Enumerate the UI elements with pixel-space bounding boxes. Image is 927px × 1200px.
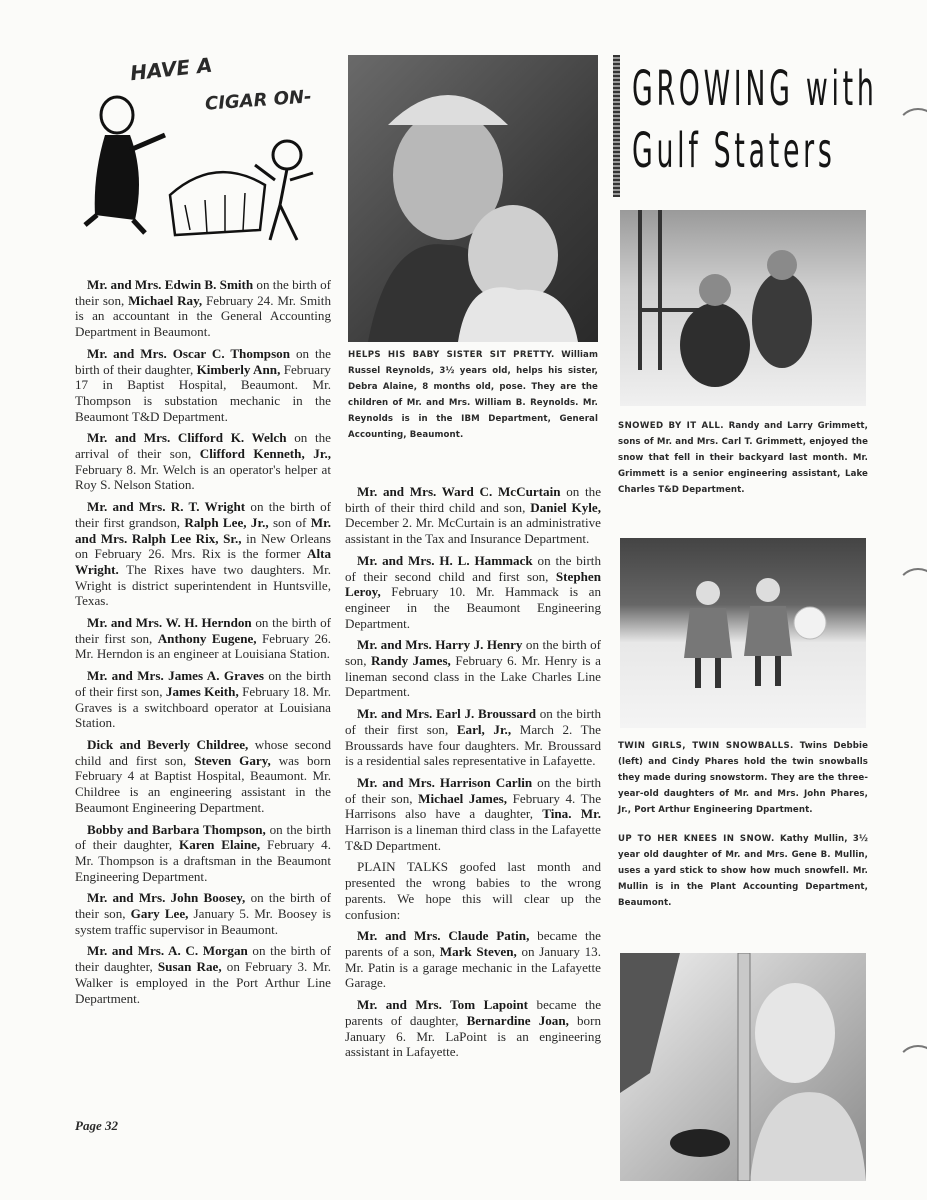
cartoon-illustration bbox=[75, 52, 331, 255]
cartoon-caption-line1: HAVE A bbox=[128, 52, 214, 86]
announcement-text: on the birth of their daughter, bbox=[75, 943, 332, 975]
announcement-paragraph bbox=[345, 859, 601, 922]
announcement-name: Mr. and Mrs. A. C. Morgan bbox=[87, 943, 248, 959]
announcement-name: Bernardine Joan, bbox=[466, 1012, 569, 1028]
birth-announcements-column-2 bbox=[345, 484, 601, 1066]
announcement-text: in New Orleans on February 26. Mrs. Rix is the former bbox=[75, 530, 331, 562]
announcement-name: Michael Ray, bbox=[128, 292, 203, 308]
announcement-name: Mark Steven, bbox=[439, 943, 517, 959]
announcement-name: Mr. and Mrs. Edwin B. Smith bbox=[87, 277, 254, 292]
photo-image bbox=[620, 538, 866, 728]
binder-hole bbox=[896, 568, 927, 612]
announcement-text: February 17 in Baptist Hospital, Beaumont. Mr. Thompson is substation mechanic in the Beaumont T&D Department. bbox=[75, 361, 331, 424]
announcement-paragraph bbox=[75, 430, 331, 493]
photo-phares-twins bbox=[620, 538, 866, 728]
caption-lead: UP TO HER KNEES IN SNOW. bbox=[618, 834, 775, 844]
caption-phares bbox=[618, 738, 868, 818]
announcement-name: Gary Lee, bbox=[130, 906, 189, 922]
announcement-text: on February 3. Mr. Walker is employed in the Port Arthur Line Department. bbox=[75, 959, 331, 1006]
announcement-name: Stephen Leroy, bbox=[345, 568, 601, 600]
announcement-name: Mr. and Mrs. Ward C. McCurtain bbox=[357, 484, 561, 499]
announcement-text: became the parents of a son, bbox=[345, 928, 601, 959]
announcement-paragraph bbox=[345, 637, 601, 700]
announcement-name: Mr. and Mrs. John Boosey, bbox=[87, 890, 246, 906]
announcement-text: February 26. Mr. Herndon is an engineer at Louisiana Station. bbox=[75, 630, 331, 662]
announcement-name: Mr. and Mrs. Claude Patin, bbox=[357, 928, 530, 944]
announcement-paragraph bbox=[75, 499, 331, 609]
announcement-name: Kimberly Ann, bbox=[196, 361, 281, 377]
announcement-name: Bobby and Barbara Thompson, bbox=[87, 821, 266, 837]
announcement-paragraph bbox=[75, 668, 331, 731]
announcement-text: February 8. Mr. Welch is an operator's helper at Roy S. Nelson Station. bbox=[75, 461, 331, 493]
announcement-paragraph bbox=[75, 737, 331, 816]
announcement-text: on the birth of their son, bbox=[345, 774, 602, 806]
announcement-name: Mr. and Mrs. Clifford K. Welch bbox=[87, 430, 287, 446]
announcement-text: February 4. Mr. Thompson is a draftsman in the Beaumont Engineering Department. bbox=[75, 837, 331, 884]
announcement-text: on the birth of their third child and son, bbox=[345, 484, 602, 515]
announcement-name: Ralph Lee, Jr., bbox=[184, 514, 269, 530]
caption-lead: SNOWED BY IT ALL. bbox=[618, 421, 724, 431]
announcement-text: born January 6. Mr. LaPoint is an engineering assistant in Lafayette. bbox=[345, 1012, 601, 1060]
announcement-text: on the birth of son, bbox=[345, 637, 601, 669]
announcement-text: PLAIN TALKS goofed last month and presented the wrong babies to the wrong parents. We hope this will clear up the confusion: bbox=[345, 859, 601, 922]
announcement-text: January 5. Mr. Boosey is system traffic supervisor in Beaumont. bbox=[75, 906, 331, 937]
announcement-text: December 2. Mr. McCurtain is an administrative assistant in the Tax and Insurance Department. bbox=[345, 515, 601, 547]
announcement-paragraph bbox=[75, 890, 331, 937]
announcement-name: Randy James, bbox=[371, 653, 451, 669]
announcement-text: February 18. Mr. Graves is a switchboard operator at Louisiana Station. bbox=[75, 683, 331, 731]
announcement-text: son of bbox=[268, 514, 311, 530]
photo-grimmett-boys bbox=[620, 210, 866, 406]
announcement-name: Mr. and Mrs. Tom Lapoint bbox=[357, 997, 529, 1013]
announcement-paragraph bbox=[345, 706, 601, 769]
announcement-name: Mr. and Mrs. Ralph Lee Rix, Sr., bbox=[75, 514, 331, 546]
cartoon-caption-line2: CIGAR ON- bbox=[204, 86, 313, 115]
announcement-paragraph bbox=[75, 615, 331, 662]
caption-lead: TWIN GIRLS, TWIN SNOWBALLS. bbox=[618, 741, 794, 751]
announcement-text: The Rixes have two daughters. Mr. Wright is district superintendent in Huntsville, Texas. bbox=[75, 561, 331, 609]
announcement-text: March 2. The Broussards have four daughters. Mr. Broussard is a residential sales representative in Lafayette. bbox=[345, 721, 601, 769]
announcement-name: Daniel Kyle, bbox=[530, 499, 601, 515]
announcement-name: Mr. and Mrs. Oscar C. Thompson bbox=[87, 345, 291, 361]
announcement-name: Clifford Kenneth, Jr., bbox=[199, 446, 331, 462]
announcement-paragraph bbox=[345, 775, 601, 854]
announcement-name: Susan Rae, bbox=[157, 959, 222, 975]
announcement-text: on the birth of their first grandson, bbox=[75, 499, 332, 530]
announcement-text: on the birth of their first son, bbox=[345, 706, 601, 737]
announcement-name: Earl, Jr., bbox=[456, 721, 512, 737]
announcement-text: on the birth of their second child and first son, bbox=[345, 552, 601, 584]
announcement-text: February 10. Mr. Hammack is an engineer in the Beaumont Engineering Department. bbox=[345, 584, 601, 631]
announcement-name: Michael James, bbox=[418, 790, 508, 806]
announcement-name: Tina. Mr. bbox=[542, 806, 601, 822]
caption-body: Randy and Larry Grimmett, sons of Mr. and Mrs. Carl T. Grimmett, enjoyed the snow that fell in their backyard last month. Mr. Grimmett is a senior engineering assistant, Lake Charles T&D Department. bbox=[618, 421, 869, 495]
announcement-paragraph bbox=[75, 822, 331, 885]
binder-hole bbox=[896, 1045, 927, 1089]
announcement-name: Alta Wright. bbox=[75, 546, 331, 577]
announcement-text: Harrison is a lineman third class in the Lafayette T&D Department. bbox=[345, 822, 601, 853]
announcement-name: Mr. and Mrs. H. L. Hammack bbox=[357, 552, 533, 568]
binder-hole bbox=[896, 108, 927, 152]
announcement-paragraph bbox=[75, 346, 331, 425]
announcement-paragraph bbox=[345, 997, 601, 1060]
announcement-text: on the birth of their son, bbox=[75, 277, 331, 308]
announcement-name: Dick and Beverly Childree, bbox=[87, 736, 249, 752]
announcement-name: James Keith, bbox=[165, 683, 239, 699]
photo-image bbox=[348, 55, 598, 342]
photo-image bbox=[620, 953, 866, 1181]
announcement-text: whose second child and first son, bbox=[75, 736, 331, 768]
page-title bbox=[632, 58, 878, 182]
caption-grimmett bbox=[618, 418, 868, 498]
announcement-text: on the birth of their son, bbox=[75, 890, 331, 922]
announcement-name: Mr. and Mrs. James A. Graves bbox=[87, 668, 264, 684]
announcement-text: February 4. The Harrisons also have a daughter, bbox=[345, 790, 602, 822]
announcement-text: on the arrival of their son, bbox=[75, 430, 331, 462]
title-line-1: GROWING with bbox=[632, 61, 878, 117]
announcement-paragraph bbox=[345, 553, 601, 632]
announcement-name: Mr. and Mrs. Harry J. Henry bbox=[357, 637, 523, 653]
announcement-text: February 6. Mr. Henry is a lineman second class in the Lake Charles Line Department. bbox=[345, 653, 601, 700]
announcement-paragraph bbox=[75, 277, 331, 340]
announcement-name: Steven Gary, bbox=[194, 752, 271, 768]
photo-mullin-girl bbox=[620, 953, 866, 1181]
title-line-2: Gulf Staters bbox=[632, 123, 836, 179]
announcement-text: on the birth of their first son, bbox=[75, 615, 331, 646]
caption-lead: HELPS HIS BABY SISTER SIT PRETTY. bbox=[348, 350, 555, 360]
announcement-name: Karen Elaine, bbox=[179, 837, 261, 853]
announcement-text: became the parents of daughter, bbox=[345, 997, 602, 1028]
announcement-text: on January 13. Mr. Patin is a garage mechanic in the Lafayette Garage. bbox=[345, 943, 601, 991]
announcement-text: was born February 4 at Baptist Hospital, Beaumont. Mr. Childree is an engineering assistant in the Beaumont Engineering Department. bbox=[75, 752, 331, 815]
caption-body: William Russel Reynolds, 3½ years old, helps his sister, Debra Alaine, 8 months old, pose. They are the children of Mr. and Mrs. William B. Reynolds. Mr. Reynolds is in the IBM Department, General Accounting, Beaumont. bbox=[348, 350, 599, 440]
announcement-text: on the birth of their daughter, bbox=[75, 821, 331, 853]
announcement-name: Mr. and Mrs. Earl J. Broussard bbox=[357, 706, 537, 722]
announcement-text: on the birth of their daughter, bbox=[75, 345, 331, 377]
birth-announcements-column-1 bbox=[75, 277, 331, 1012]
caption-mullin bbox=[618, 831, 868, 911]
photo-image bbox=[620, 210, 866, 406]
caption-body: Kathy Mullin, 3½ year old daughter of Mr. and Mrs. Gene B. Mullin, uses a yard stick to show how much snowfell. Mr. Mullin is in the Plant Accounting Department, Beaumont. bbox=[618, 834, 868, 908]
announcement-text: on the birth of their first son, bbox=[75, 668, 332, 699]
announcement-name: Mr. and Mrs. R. T. Wright bbox=[87, 499, 246, 515]
announcement-paragraph bbox=[345, 484, 601, 547]
announcement-name: Mr. and Mrs. W. H. Herndon bbox=[87, 615, 252, 631]
page-number: Page 32 bbox=[75, 1118, 118, 1133]
title-decorative-stripe bbox=[613, 55, 620, 197]
caption-body: Twins Debbie (left) and Cindy Phares hold the twin snowballs they made during snowstorm. They are the three-year-old daughters of Mr. and Mrs. John Phares, Jr., Port Arthur Engineering Dpartment. bbox=[618, 741, 869, 815]
photo-reynolds-children bbox=[348, 55, 598, 342]
caption-reynolds bbox=[348, 347, 598, 443]
announcement-name: Mr. and Mrs. Harrison Carlin bbox=[357, 774, 533, 790]
cigar-cartoon bbox=[75, 52, 331, 255]
announcement-paragraph bbox=[345, 928, 601, 991]
announcement-paragraph bbox=[75, 943, 331, 1006]
announcement-text: February 24. Mr. Smith is an accountant in the General Accounting Department in Beaumont. bbox=[75, 292, 331, 340]
announcement-name: Anthony Eugene, bbox=[157, 630, 257, 646]
